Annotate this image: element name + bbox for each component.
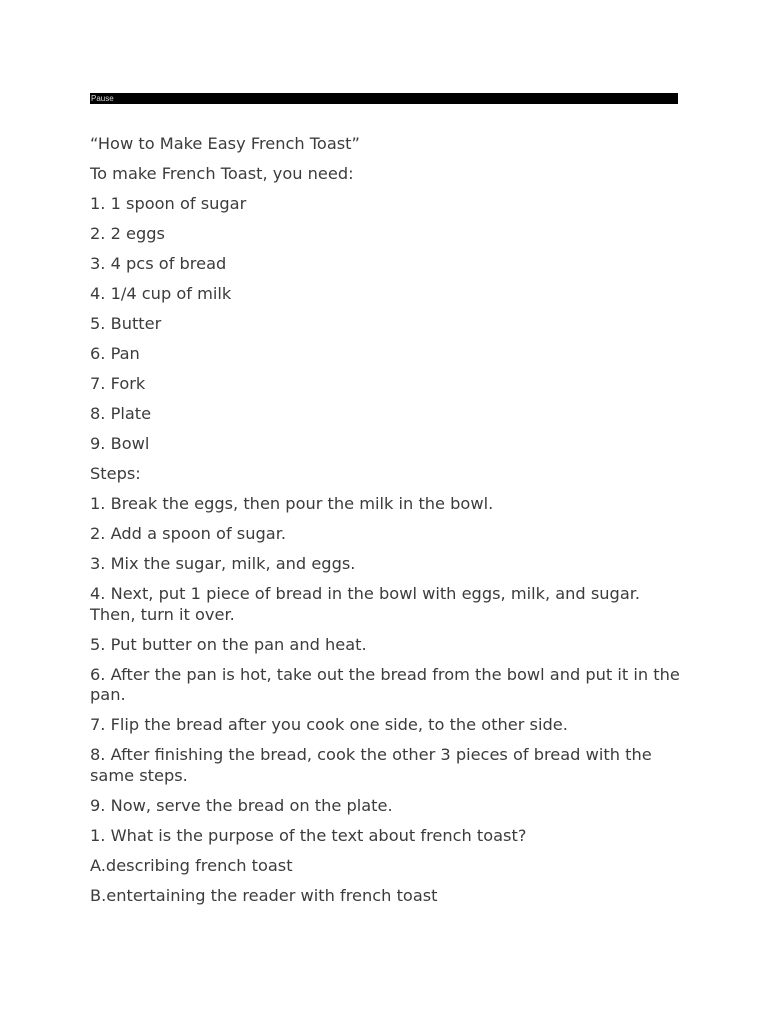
question-text: 1. What is the purpose of the text about french toast?: [90, 825, 527, 845]
list-item: 9. Now, serve the bread on the plate.: [90, 795, 393, 815]
list-item: 1. Break the eggs, then pour the milk in the bowl.: [90, 494, 494, 513]
list-item: 7. Flip the bread after you cook one side, to the other side.: [90, 715, 568, 734]
list-item: 2. Add a spoon of sugar.: [90, 524, 287, 543]
document-title: “How to Make Easy French Toast”: [90, 134, 360, 153]
answer-options: [90, 856, 682, 907]
document-body: [90, 134, 682, 916]
list-item: 6. Pan: [90, 344, 140, 363]
steps-list: [90, 494, 682, 816]
list-item: 8. After finishing the bread, cook the other 3 pieces of bread with the same steps.: [90, 745, 652, 785]
list-item: 9. Bowl: [90, 434, 150, 453]
list-item: 5. Butter: [90, 314, 162, 333]
list-item: 5. Put butter on the pan and heat.: [90, 634, 367, 654]
answer-option: B.entertaining the reader with french toast: [90, 885, 438, 905]
ingredients-list: [90, 194, 682, 455]
list-item: 4. 1/4 cup of milk: [90, 284, 232, 303]
list-item: 1. 1 spoon of sugar: [90, 194, 247, 213]
intro-text: To make French Toast, you need:: [90, 164, 354, 183]
pause-button[interactable]: Pause: [91, 94, 114, 103]
steps-heading: Steps:: [90, 464, 141, 483]
list-item: 3. 4 pcs of bread: [90, 254, 227, 273]
list-item: 6. After the pan is hot, take out the bread from the bowl and put it in the pan.: [90, 664, 680, 704]
list-item: 3. Mix the sugar, milk, and eggs.: [90, 554, 356, 573]
list-item: 4. Next, put 1 piece of bread in the bowl with eggs, milk, and sugar. Then, turn it over.: [90, 584, 641, 624]
list-item: 7. Fork: [90, 374, 146, 393]
list-item: 2. 2 eggs: [90, 224, 165, 243]
media-control-bar: [90, 93, 678, 104]
list-item: 8. Plate: [90, 404, 152, 423]
answer-option: A.describing french toast: [90, 855, 293, 875]
